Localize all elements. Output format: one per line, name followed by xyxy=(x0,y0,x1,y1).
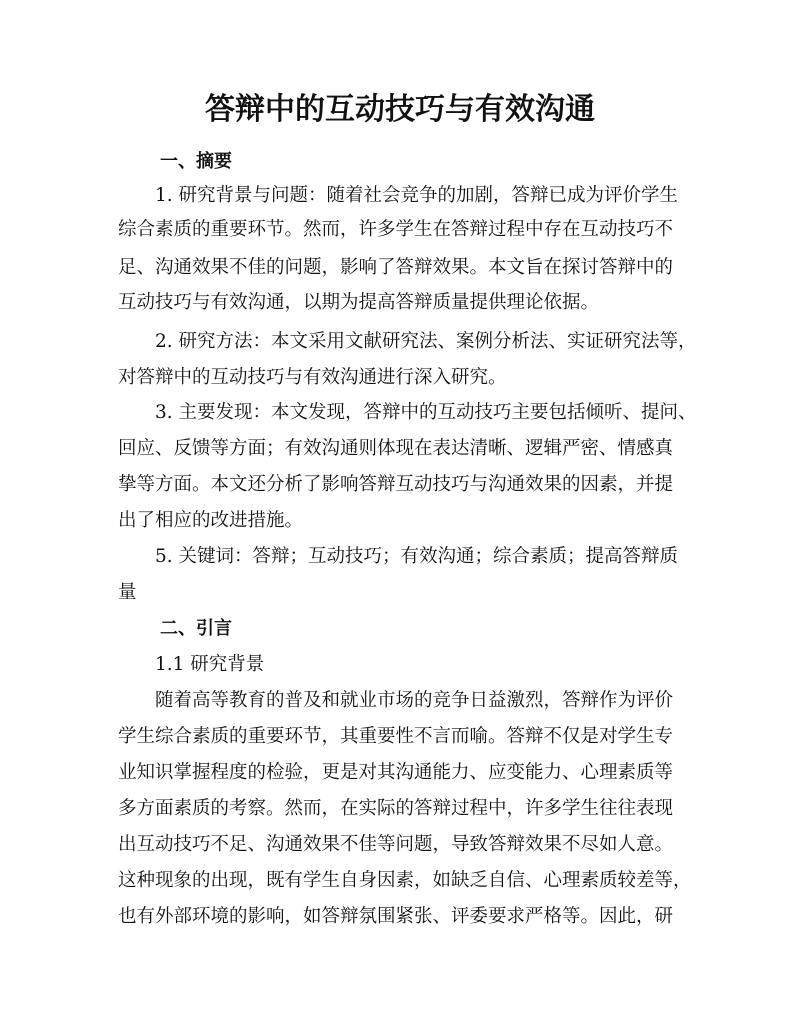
paragraph-line: 多方面素质的考察。然而，在实际的答辩过程中，许多学生往往表现 xyxy=(118,798,674,819)
document-title: 答辩中的互动技巧与有效沟通 xyxy=(205,92,595,127)
paragraph-line: 业知识掌握程度的检验，更是对其沟通能力、应变能力、心理素质等 xyxy=(118,762,674,783)
paragraph-line: 随着高等教育的普及和就业市场的竞争日益激烈，答辩作为评价 xyxy=(155,690,674,711)
paragraph-line: 对答辩中的互动技巧与有效沟通进行深入研究。 xyxy=(118,367,507,388)
paragraph-line: 回应、反馈等方面；有效沟通则体现在表达清晰、逻辑严密、情感真 xyxy=(118,438,674,459)
paragraph-line: 3. 主要发现：本文发现，答辩中的互动技巧主要包括倾听、提问、 xyxy=(155,402,697,423)
paragraph-line: 1. 研究背景与问题：随着社会竞争的加剧，答辩已成为评价学生 xyxy=(155,185,679,206)
section-heading-abstract: 一、摘要 xyxy=(160,151,232,172)
section-heading-introduction: 二、引言 xyxy=(160,618,232,639)
paragraph-line: 挚等方面。本文还分析了影响答辩互动技巧与沟通效果的因素，并提 xyxy=(118,474,674,495)
paragraph-line: 这种现象的出现，既有学生自身因素，如缺乏自信、心理素质较差等， xyxy=(118,870,692,891)
paragraph-line: 量 xyxy=(118,582,137,603)
paragraph-line: 出了相应的改进措施。 xyxy=(118,510,304,531)
paragraph-line: 综合素质的重要环节。然而，许多学生在答辩过程中存在互动技巧不 xyxy=(118,219,674,240)
paragraph-line: 互动技巧与有效沟通，以期为提高答辩质量提供理论依据。 xyxy=(118,292,600,313)
subsection-heading: 1.1 研究背景 xyxy=(155,654,265,675)
paragraph-line: 足、沟通效果不佳的问题，影响了答辩效果。本文旨在探讨答辩中的 xyxy=(118,257,674,278)
paragraph-line: 学生综合素质的重要环节，其重要性不言而喻。答辩不仅是对学生专 xyxy=(118,726,674,747)
paragraph-line: 5. 关键词：答辩；互动技巧；有效沟通；综合素质；提高答辩质 xyxy=(155,546,679,567)
paragraph-line: 2. 研究方法：本文采用文献研究法、案例分析法、实证研究法等， xyxy=(155,331,697,352)
paragraph-line: 也有外部环境的影响，如答辩氛围紧张、评委要求严格等。因此，研 xyxy=(118,906,674,927)
paragraph-line: 出互动技巧不足、沟通效果不佳等问题，导致答辩效果不尽如人意。 xyxy=(118,834,674,855)
